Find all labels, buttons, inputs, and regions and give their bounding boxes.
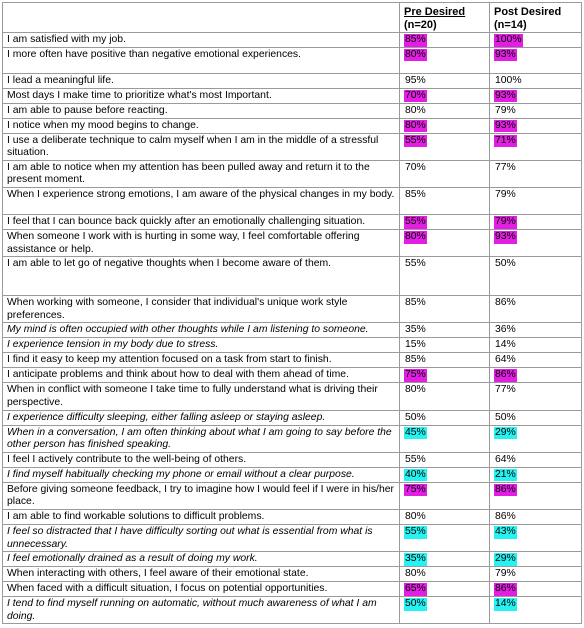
pre-desired-cell [400, 567, 490, 582]
table-row [3, 509, 582, 524]
post-desired-cell [490, 88, 582, 103]
post-desired-value: 29% [495, 553, 516, 565]
statement-header [3, 3, 400, 33]
post-desired-value: 86% [495, 483, 516, 495]
table-row [3, 214, 582, 229]
pre-desired-cell [400, 33, 490, 48]
post-desired-value: 64% [495, 453, 516, 465]
statement-cell: When I experience strong emotions, I am aware of the physical changes in my body. [3, 187, 400, 214]
table-row [3, 133, 582, 160]
post-desired-cell [490, 368, 582, 383]
post-desired-cell [490, 33, 582, 48]
statement-cell: I feel that I can bounce back quickly after an emotionally challenging situation. [3, 214, 400, 229]
table-row [3, 187, 582, 214]
statement-cell: I notice when my mood begins to change. [3, 118, 400, 133]
table-row [3, 47, 582, 73]
post-desired-cell [490, 567, 582, 582]
post-desired-cell [490, 338, 582, 353]
statement-cell: I find it easy to keep my attention focused on a task from start to finish. [3, 353, 400, 368]
statement-cell: When in a conversation, I am often thinking about what I am going to say before the other person has finished speaking. [3, 425, 400, 452]
post-desired-cell [490, 410, 582, 425]
pre-desired-value: 55% [405, 215, 426, 227]
post-desired-cell [490, 524, 582, 551]
pre-desired-cell [400, 509, 490, 524]
pre-desired-header [400, 3, 490, 33]
statement-cell: My mind is often occupied with other thoughts while I am listening to someone. [3, 323, 400, 338]
post-desired-cell [490, 582, 582, 597]
statement-cell: When in conflict with someone I take time to fully understand what is driving their perspective. [3, 383, 400, 410]
pre-desired-value: 80% [405, 568, 426, 580]
pre-desired-value: 70% [405, 89, 426, 101]
post-desired-value: 50% [495, 411, 516, 423]
statement-cell: I experience tension in my body due to stress. [3, 338, 400, 353]
pre-desired-value: 80% [405, 104, 426, 116]
table-row [3, 452, 582, 467]
post-desired-value: 77% [495, 161, 516, 173]
post-desired-value: 36% [495, 324, 516, 336]
post-desired-cell [490, 103, 582, 118]
statement-cell: I am able to notice when my attention has been pulled away and return it to the present moment. [3, 160, 400, 187]
post-desired-cell [490, 296, 582, 323]
table-row [3, 353, 582, 368]
post-desired-value: 79% [495, 188, 516, 200]
statement-cell: When faced with a difficult situation, I focus on potential opportunities. [3, 582, 400, 597]
table-row [3, 323, 582, 338]
post-desired-value: 14% [495, 598, 516, 610]
table-row [3, 567, 582, 582]
statement-cell: I experience difficulty sleeping, either falling asleep or staying asleep. [3, 410, 400, 425]
pre-desired-value: 55% [405, 134, 426, 146]
post-desired-value: 64% [495, 354, 516, 366]
post-desired-cell [490, 229, 582, 256]
pre-desired-cell [400, 524, 490, 551]
pre-desired-value: 50% [405, 598, 426, 610]
post-desired-value: 79% [495, 215, 516, 227]
pre-desired-cell [400, 47, 490, 73]
pre-desired-value: 50% [405, 411, 426, 423]
statement-cell: I anticipate problems and think about how to deal with them ahead of time. [3, 368, 400, 383]
table-body [3, 33, 582, 624]
table-row [3, 582, 582, 597]
pre-desired-value: 85% [405, 297, 426, 309]
pre-desired-cell [400, 425, 490, 452]
post-desired-cell [490, 133, 582, 160]
table-row [3, 103, 582, 118]
pre-desired-value: 75% [405, 369, 426, 381]
post-desired-cell [490, 73, 582, 88]
post-desired-value: 86% [495, 583, 516, 595]
table-row [3, 524, 582, 551]
table-row [3, 368, 582, 383]
post-desired-cell [490, 383, 582, 410]
pre-desired-cell [400, 368, 490, 383]
post-desired-cell [490, 187, 582, 214]
table-row [3, 338, 582, 353]
post-desired-value: 100% [495, 34, 522, 45]
pre-desired-cell [400, 88, 490, 103]
pre-desired-cell [400, 229, 490, 256]
pre-desired-n: (n=20) [404, 19, 437, 31]
pre-desired-cell [400, 410, 490, 425]
pre-desired-value: 35% [405, 553, 426, 565]
post-desired-value: 50% [495, 258, 516, 270]
statement-cell: I am satisfied with my job. [3, 33, 400, 48]
pre-desired-value: 80% [405, 119, 426, 131]
pre-desired-value: 85% [405, 34, 426, 45]
post-desired-title: Post Desired [494, 6, 562, 18]
pre-desired-cell [400, 338, 490, 353]
post-desired-value: 86% [495, 369, 516, 381]
pre-desired-value: 75% [405, 483, 426, 495]
statement-cell: I tend to find myself running on automatic, without much awareness of what I am doing. [3, 597, 400, 624]
post-desired-value: 93% [495, 230, 516, 242]
pre-desired-value: 70% [405, 161, 426, 173]
pre-desired-cell [400, 187, 490, 214]
post-desired-value: 86% [495, 510, 516, 522]
table-row [3, 118, 582, 133]
post-desired-value: 86% [495, 297, 516, 309]
table-row [3, 88, 582, 103]
post-desired-cell [490, 353, 582, 368]
statement-cell: When someone I work with is hurting in some way, I feel comfortable offering assistance or help. [3, 229, 400, 256]
post-desired-cell [490, 160, 582, 187]
post-desired-value: 71% [495, 134, 516, 146]
pre-desired-cell [400, 552, 490, 567]
post-desired-value: 93% [495, 48, 516, 60]
table-row [3, 257, 582, 296]
pre-desired-cell [400, 133, 490, 160]
post-desired-cell [490, 323, 582, 338]
pre-desired-value: 85% [405, 188, 426, 200]
pre-desired-cell [400, 323, 490, 338]
post-desired-value: 77% [495, 384, 516, 396]
post-desired-cell [490, 552, 582, 567]
statement-cell: I am able to let go of negative thoughts when I become aware of them. [3, 257, 400, 296]
table-row [3, 33, 582, 48]
pre-desired-cell [400, 467, 490, 482]
pre-desired-cell [400, 597, 490, 624]
pre-desired-cell [400, 452, 490, 467]
statement-cell: I use a deliberate technique to calm myself when I am in the middle of a stressful situation. [3, 133, 400, 160]
table-row [3, 552, 582, 567]
pre-desired-value: 55% [405, 525, 426, 537]
statement-cell: I find myself habitually checking my phone or email without a clear purpose. [3, 467, 400, 482]
statement-cell: I lead a meaningful life. [3, 73, 400, 88]
post-desired-cell [490, 482, 582, 509]
post-desired-cell [490, 509, 582, 524]
pre-desired-value: 65% [405, 583, 426, 595]
pre-desired-title: Pre Desired [404, 6, 466, 18]
pre-desired-cell [400, 214, 490, 229]
pre-desired-value: 55% [405, 453, 426, 465]
post-desired-value: 29% [495, 426, 516, 438]
statement-cell: I feel so distracted that I have difficulty sorting out what is essential from what is unnecessary. [3, 524, 400, 551]
pre-desired-value: 35% [405, 324, 426, 336]
pre-desired-cell [400, 118, 490, 133]
pre-desired-cell [400, 383, 490, 410]
pre-desired-value: 80% [405, 48, 426, 60]
pre-desired-cell [400, 582, 490, 597]
pre-desired-cell [400, 296, 490, 323]
post-desired-value: 79% [495, 568, 516, 580]
survey-results-table [2, 2, 582, 624]
pre-desired-cell [400, 73, 490, 88]
pre-desired-value: 55% [405, 258, 426, 270]
post-desired-value: 43% [495, 525, 516, 537]
table-row [3, 410, 582, 425]
post-desired-value: 21% [495, 468, 516, 480]
statement-cell: I am able to find workable solutions to difficult problems. [3, 509, 400, 524]
statement-cell: Before giving someone feedback, I try to imagine how I would feel if I were in his/her place. [3, 482, 400, 509]
pre-desired-value: 80% [405, 510, 426, 522]
table-row [3, 467, 582, 482]
pre-desired-cell [400, 257, 490, 296]
table-row [3, 73, 582, 88]
pre-desired-value: 85% [405, 354, 426, 366]
pre-desired-cell [400, 482, 490, 509]
table-row [3, 482, 582, 509]
post-desired-value: 93% [495, 119, 516, 131]
post-desired-cell [490, 118, 582, 133]
statement-cell: I feel I actively contribute to the well-being of others. [3, 452, 400, 467]
table-row [3, 229, 582, 256]
pre-desired-value: 45% [405, 426, 426, 438]
pre-desired-cell [400, 353, 490, 368]
table-row [3, 597, 582, 624]
post-desired-header [490, 3, 582, 33]
post-desired-cell [490, 425, 582, 452]
table-row [3, 425, 582, 452]
statement-cell: I feel emotionally drained as a result of doing my work. [3, 552, 400, 567]
post-desired-cell [490, 467, 582, 482]
pre-desired-value: 80% [405, 230, 426, 242]
post-desired-value: 100% [495, 74, 522, 86]
post-desired-value: 14% [495, 339, 516, 351]
statement-cell: I am able to pause before reacting. [3, 103, 400, 118]
post-desired-cell [490, 47, 582, 73]
table-row [3, 383, 582, 410]
statement-cell: Most days I make time to prioritize what's most Important. [3, 88, 400, 103]
statement-cell: I more often have positive than negative emotional experiences. [3, 47, 400, 73]
post-desired-cell [490, 257, 582, 296]
pre-desired-value: 80% [405, 384, 426, 396]
pre-desired-cell [400, 160, 490, 187]
post-desired-value: 79% [495, 104, 516, 116]
pre-desired-value: 15% [405, 339, 426, 351]
pre-desired-cell [400, 103, 490, 118]
pre-desired-value: 95% [405, 74, 426, 86]
header-row [3, 3, 582, 33]
post-desired-cell [490, 214, 582, 229]
post-desired-n: (n=14) [494, 19, 527, 31]
pre-desired-value: 40% [405, 468, 426, 480]
post-desired-cell [490, 452, 582, 467]
table-row [3, 160, 582, 187]
table-row [3, 296, 582, 323]
statement-cell: When working with someone, I consider that individual's unique work style preferences. [3, 296, 400, 323]
post-desired-cell [490, 597, 582, 624]
post-desired-value: 93% [495, 89, 516, 101]
statement-cell: When interacting with others, I feel aware of their emotional state. [3, 567, 400, 582]
